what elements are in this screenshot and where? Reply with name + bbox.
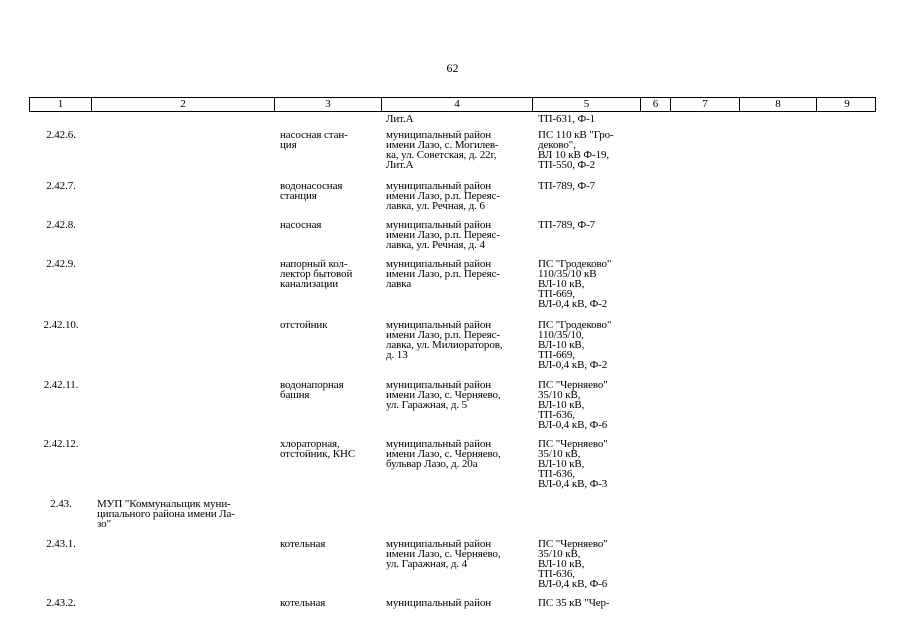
power-source: ПС "Гродеково" 110/35/10 кВ ВЛ-10 кВ, ТП-669, ВЛ-0,4 кВ, Ф-2 — [538, 258, 612, 310]
power-source: ПС "Черняево" 35/10 кВ, ВЛ-10 кВ, ТП-636, ВЛ-0,4 кВ, Ф-3 — [538, 438, 608, 490]
header-col-1: 1 — [57, 98, 64, 110]
object-name: хлораторная, отстойник, КНС — [280, 438, 356, 460]
power-source: ПС "Черняево" 35/10 кВ, ВЛ-10 кВ, ТП-636, ВЛ-0,4 кВ, Ф-6 — [538, 379, 608, 431]
row-number: 2.42.12. — [43, 438, 79, 450]
row-number: 2.43.1. — [46, 538, 76, 550]
object-address: муниципальный район имени Лазо, с. Черняево, ул. Гаражная, д. 5 — [386, 379, 501, 411]
object-name: насосная — [280, 219, 322, 231]
header-col-3: 3 — [274, 98, 381, 111]
object-name: насосная стан- ция — [280, 129, 348, 151]
object-name: котельная — [280, 597, 326, 609]
organization-name: МУП "Коммунальщик муни- ципального района имени Ла- зо" — [97, 498, 235, 530]
power-source: ПС "Гродеково" 110/35/10, ВЛ-10 кВ, ТП-669, ВЛ-0,4 кВ, Ф-2 — [538, 319, 612, 371]
object-address: муниципальный район имени Лазо, с. Могилев- ка, ул. Советская, д. 22г, Лит.А — [386, 129, 499, 171]
object-name: напорный кол- лектор бытовой канализации — [280, 258, 353, 290]
header-col-2: 2 — [91, 98, 274, 111]
header-col-4: 4 — [381, 98, 532, 111]
object-name: водонапорная башня — [280, 379, 344, 401]
header-col-9: 9 — [816, 98, 877, 111]
object-address: муниципальный район имени Лазо, с. Черняево, бульвар Лазо, д. 20а — [386, 438, 501, 470]
row-number: 2.42.7. — [46, 180, 76, 192]
header-col-6: 6 — [640, 98, 670, 111]
continuation-col4: Лит.А — [386, 113, 414, 125]
power-source: ПС 110 кВ "Гро- деково", ВЛ 10 кВ Ф-19, ТП-550, Ф-2 — [538, 129, 614, 171]
row-number: 2.43. — [50, 498, 72, 510]
power-source: ПС 35 кВ "Чер- — [538, 597, 610, 609]
row-number: 2.42.9. — [46, 258, 76, 270]
header-col-5: 5 — [532, 98, 640, 111]
continuation-col5: ТП-631, Ф-1 — [538, 113, 596, 125]
object-address: муниципальный район — [386, 597, 492, 609]
object-name: отстойник — [280, 319, 328, 331]
object-address: муниципальный район имени Лазо, р.п. Переяс- лавка — [386, 258, 500, 290]
object-address: муниципальный район имени Лазо, р.п. Переяс- лавка, ул. Речная, д. 6 — [386, 180, 500, 212]
page-number: 62 — [446, 61, 459, 75]
row-number: 2.42.11. — [43, 379, 79, 391]
row-number: 2.42.10. — [43, 319, 79, 331]
power-source: ТП-789, Ф-7 — [538, 180, 596, 192]
row-number: 2.42.6. — [46, 129, 76, 141]
power-source: ПС "Черняево" 35/10 кВ, ВЛ-10 кВ, ТП-636, ВЛ-0,4 кВ, Ф-6 — [538, 538, 608, 590]
object-name: водонасосная станция — [280, 180, 343, 202]
row-number: 2.42.8. — [46, 219, 76, 231]
object-name: котельная — [280, 538, 326, 550]
power-source: ТП-789, Ф-7 — [538, 219, 596, 231]
object-address: муниципальный район имени Лазо, с. Черняево, ул. Гаражная, д. 4 — [386, 538, 501, 570]
object-address: муниципальный район имени Лазо, р.п. Переяс- лавка, ул. Речная, д. 4 — [386, 219, 500, 251]
row-number: 2.43.2. — [46, 597, 76, 609]
object-address: муниципальный район имени Лазо, р.п. Переяс- лавка, ул. Милиораторов, д. 13 — [386, 319, 503, 361]
table-header — [29, 97, 876, 112]
header-col-7: 7 — [670, 98, 739, 111]
header-col-8: 8 — [739, 98, 816, 111]
